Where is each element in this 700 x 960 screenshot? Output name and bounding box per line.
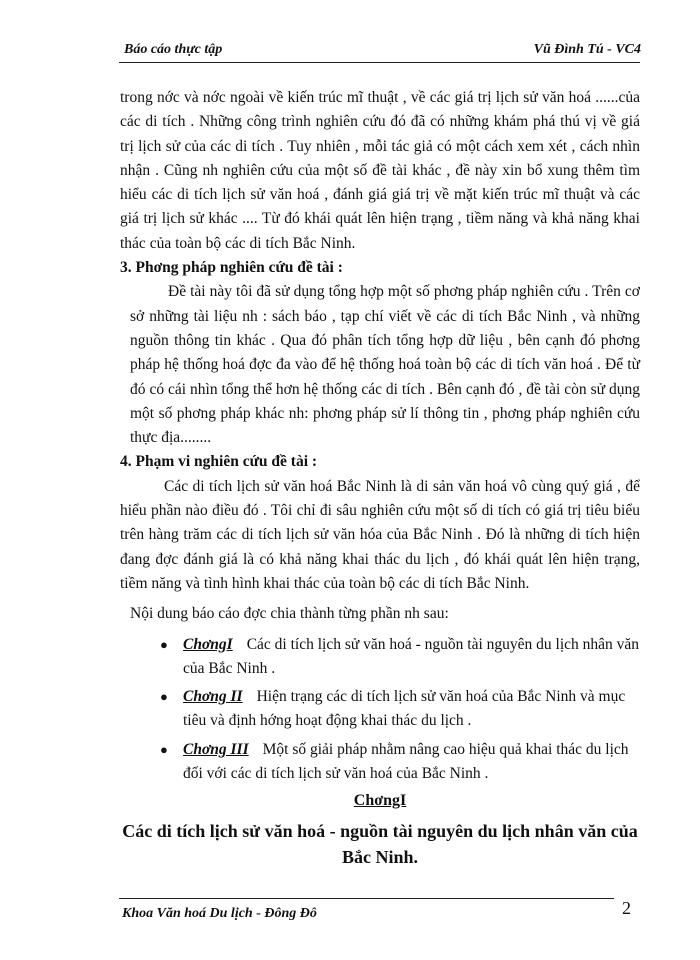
body-text	[120, 86, 640, 790]
chapter-heading-label: ChơngI	[353, 792, 407, 809]
chapter-label: Chơng III	[183, 740, 249, 758]
chapter-list-item	[120, 738, 640, 787]
content-intro: Nội dung báo cáo đợc chia thành từng phần nh sau:	[130, 605, 449, 623]
bullet-icon: ●	[160, 741, 168, 757]
chapter-description: Một số giải pháp nhằm nâng cao hiệu quả khai thác du lịch đối với các di tích lịch sử văn hoá của Bắc Ninh .	[183, 740, 629, 783]
header-left-title: Báo cáo thực tập	[124, 42, 223, 57]
footer-faculty: Khoa Văn hoá Du lịch - Đông Đô	[122, 906, 317, 921]
chapter-label: Chơng II	[183, 688, 243, 706]
chapter-description: Các di tích lịch sử văn hoá - nguồn tài nguyên du lịch nhân văn của Bắc Ninh .	[183, 635, 640, 677]
section-4-body: Các di tích lịch sử văn hoá Bắc Ninh là di sản văn hoá vô cùng quý giá , để hiểu phần nào điều đó . Tôi chỉ đi sâu nghiên cứu một số di tích có giá trị tiêu biểu trên hàng trăm các di tích lịch sử văn hóa của Bắc Ninh . Đó là những di tích hiện đang đợc đánh giá là có khả năng khai thác du lịch , đó khái quát lên hiện trạng, tiềm năng và tình hình khai thác của toàn bộ các di tích Bắc Ninh.	[120, 477, 640, 592]
page-number: 2	[622, 898, 631, 918]
chapter-heading-title: Các di tích lịch sử văn hoá - nguồn tài nguyên du lịch nhân văn của Bắc Ninh.	[122, 821, 638, 867]
header-right-author: Vũ Đình Tú - VC4	[533, 42, 641, 57]
chapter-list-item	[120, 633, 640, 682]
intro-paragraph: trong nớc và nớc ngoài về kiến trúc mĩ thuật , về các giá trị lịch sử văn hoá ......của các di tích . Những công trình nghiên cứu đó đã có những khám phá thú vị về giá trị lịch sử của các di tích . Tuy nhiên , mỗi tác giả có một cách xem xét , cách nhìn nhận . Cũng nh nghiên cứu của một số đề tài khác , đề này xin bổ xung thêm tìm hiểu các di tích lịch sử văn hoá , đánh giá giá trị về mặt kiến trúc mĩ thuật và các giá trị lịch sử khác .... Từ đó khái quát lên hiện trạng , tiềm năng và khả năng khai thác của toàn bộ các di tích Bắc Ninh.	[120, 89, 640, 252]
chapter-list-item	[120, 685, 640, 734]
chapter-list	[120, 633, 640, 787]
section-3-heading: 3. Phơng pháp nghiên cứu đề tài :	[120, 259, 343, 277]
chapter-label: ChơngI	[183, 635, 233, 653]
section-3-body: Đề tài này tôi đã sử dụng tổng hợp một số phơng pháp nghiên cứu . Trên cơ sở những tài liệu nh : sách báo , tạp chí viết về các di tích Bắc Ninh , và những nguồn thông tin khác . Qua đó phân tích tổng hợp dữ liệu , bên cạnh đó phơng pháp hệ thống hoá đợc đa vào để hệ thống hoá toàn bộ các di tích văn hoá . Để từ đó có cái nhìn tổng thể hơn hệ thống các di tích . Bên cạnh đó , đề tài còn sử dụng một số phơng pháp khác nh: phơng pháp sử lí thông tin , phơng pháp nghiên cứu thực địa........	[130, 283, 640, 447]
bullet-icon: ●	[160, 689, 168, 705]
footer-divider	[119, 898, 614, 899]
chapter-description: Hiện trạng các di tích lịch sử văn hoá của Bắc Ninh và mục tiêu và định hớng hoạt động khai thác du lịch .	[183, 688, 626, 730]
bullet-icon: ●	[160, 636, 168, 652]
section-4-heading: 4. Phạm vi nghiên cứu đề tài :	[120, 453, 318, 471]
header-divider	[119, 62, 640, 63]
